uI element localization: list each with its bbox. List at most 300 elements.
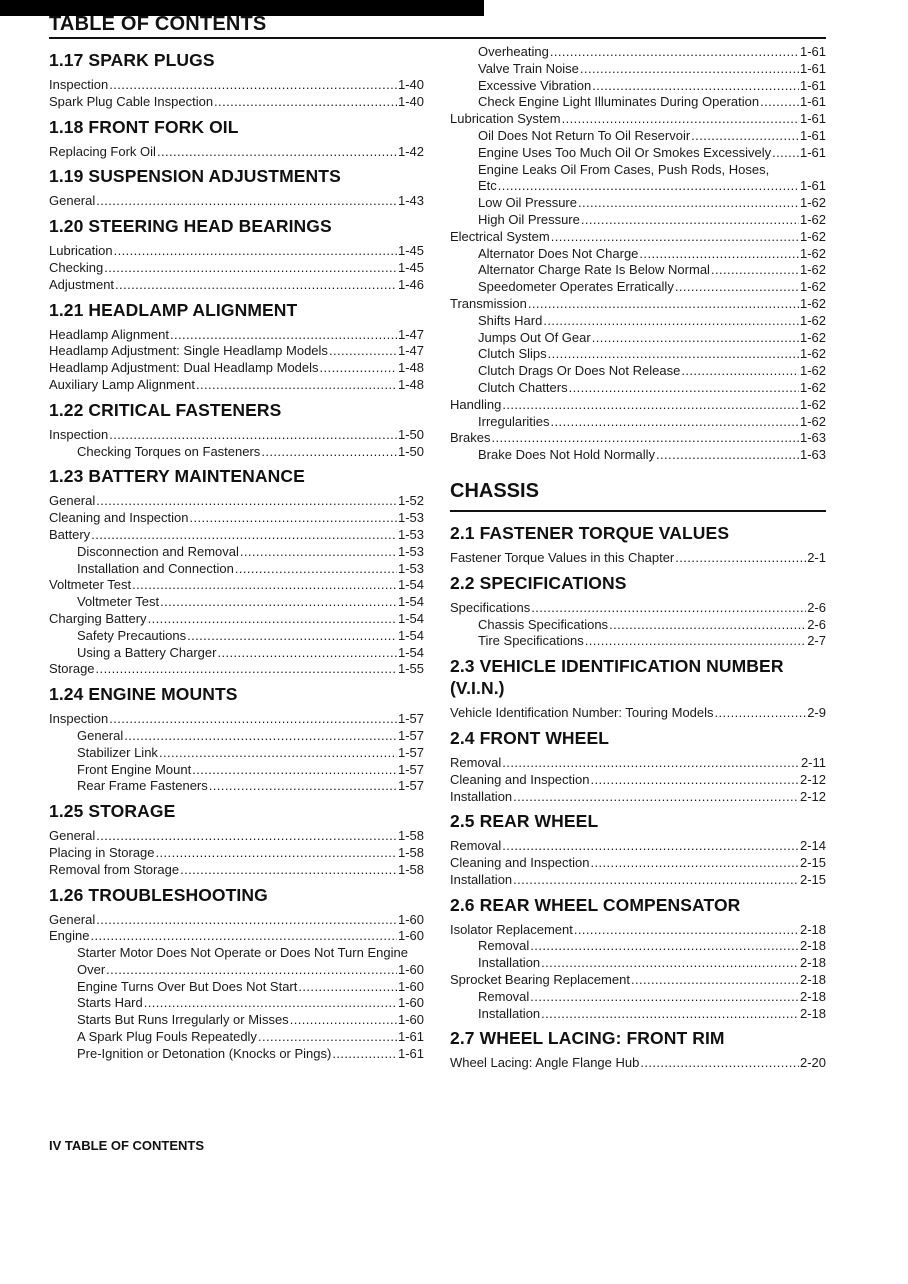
right-column — [450, 44, 826, 1072]
toc-entry-page: 1-60 — [397, 1012, 424, 1028]
toc-entry-label: Auxiliary Lamp Alignment — [49, 376, 195, 392]
dot-leader — [329, 343, 397, 360]
toc-entry-page: 1-60 — [397, 961, 424, 977]
toc-entry[interactable] — [450, 279, 826, 296]
toc-entry[interactable] — [450, 955, 826, 972]
toc-entry[interactable] — [450, 44, 826, 61]
toc-entry[interactable] — [450, 363, 826, 380]
dot-leader — [109, 77, 397, 94]
dot-leader — [548, 346, 799, 363]
dot-leader — [541, 1006, 799, 1023]
toc-entry[interactable] — [49, 260, 424, 277]
toc-entry[interactable] — [450, 195, 826, 212]
toc-entry-page: 2-18 — [799, 988, 826, 1004]
toc-entry-label: Check Engine Light Illuminates During Operation — [478, 94, 760, 110]
toc-entry[interactable] — [49, 711, 424, 728]
toc-entry[interactable] — [450, 262, 826, 279]
toc-entry-label: Cleaning and Inspection — [450, 771, 590, 787]
toc-entry-label: Starts But Runs Irregularly or Misses — [77, 1012, 289, 1028]
toc-section — [49, 116, 424, 161]
toc-entry[interactable] — [450, 1006, 826, 1023]
dot-leader — [156, 845, 397, 862]
toc-entry-label: Alternator Charge Rate Is Below Normal — [478, 262, 710, 278]
toc-entry[interactable] — [450, 617, 826, 634]
chapter-title: CHASSIS — [450, 479, 539, 502]
toc-entry-label: Installation — [450, 788, 513, 804]
dot-leader — [591, 855, 799, 872]
toc-section — [49, 215, 424, 293]
dot-leader — [502, 755, 800, 772]
dot-leader — [196, 377, 397, 394]
toc-entry-page: 1-62 — [799, 363, 826, 379]
dot-leader — [675, 279, 799, 296]
dot-leader — [240, 544, 397, 561]
toc-section — [49, 299, 424, 394]
toc-entry[interactable] — [49, 493, 424, 510]
toc-entry-label: Cleaning and Inspection — [49, 510, 189, 526]
toc-entry[interactable] — [450, 972, 826, 989]
toc-entry-label: Installation — [450, 871, 513, 887]
chapter-rule — [450, 510, 826, 512]
toc-entry-label: Oil Does Not Return To Oil Reservoir — [478, 127, 691, 143]
toc-entry[interactable] — [450, 755, 826, 772]
toc-entry[interactable] — [450, 789, 826, 806]
toc-entry-label: Installation — [478, 1005, 541, 1021]
toc-entry[interactable] — [49, 828, 424, 845]
toc-entry-label: Inspection — [49, 426, 109, 442]
toc-entry-label: Shifts Hard — [478, 312, 543, 328]
toc-entry-label: Voltmeter Test — [77, 594, 160, 610]
toc-section — [450, 894, 826, 1023]
toc-entry-page: 2-18 — [799, 955, 826, 971]
section-title[interactable]: 1.22 CRITICAL FASTENERS — [49, 399, 282, 420]
section-title[interactable]: 2.4 FRONT WHEEL — [450, 727, 610, 748]
dot-leader — [491, 430, 799, 447]
dot-leader — [551, 229, 799, 246]
dot-leader — [656, 447, 799, 464]
dot-leader — [104, 260, 397, 277]
dot-leader — [711, 262, 799, 279]
dot-leader — [190, 510, 397, 527]
toc-entry-page: 1-47 — [397, 343, 424, 359]
toc-entry[interactable] — [49, 628, 424, 645]
toc-entry-label: Disconnection and Removal — [77, 543, 239, 559]
toc-entry-page: 1-61 — [799, 60, 826, 76]
dot-leader — [631, 972, 799, 989]
dot-leader — [298, 979, 397, 996]
dot-leader — [144, 995, 397, 1012]
toc-entry-page: 2-15 — [799, 871, 826, 887]
toc-section — [49, 683, 424, 795]
toc-entry-label: Over — [77, 961, 106, 977]
toc-entry[interactable] — [450, 550, 826, 567]
toc-entry[interactable] — [49, 862, 424, 879]
toc-entry-page: 1-54 — [397, 644, 424, 660]
toc-entry-page: 1-40 — [397, 77, 424, 92]
dot-leader — [498, 178, 799, 195]
toc-entry[interactable] — [450, 430, 826, 447]
toc-entry-label: Lubrication System — [450, 111, 561, 127]
toc-entry[interactable] — [49, 427, 424, 444]
dot-leader — [187, 628, 397, 645]
dot-leader — [124, 728, 397, 745]
toc-entry[interactable] — [450, 78, 826, 95]
toc-entry[interactable] — [450, 380, 826, 397]
toc-entry-label: Clutch Drags Or Does Not Release — [478, 363, 681, 379]
dot-leader — [591, 772, 799, 789]
toc-entry-page: 1-48 — [397, 360, 424, 376]
toc-entry-page: 1-62 — [799, 228, 826, 244]
toc-entry[interactable] — [450, 872, 826, 889]
section-title[interactable]: 1.21 HEADLAMP ALIGNMENT — [49, 299, 298, 320]
toc-entry-page: 1-62 — [799, 195, 826, 211]
toc-entry-label: Excessive Vibration — [478, 77, 592, 93]
toc-entry[interactable] — [49, 577, 424, 594]
dot-leader — [609, 617, 806, 634]
toc-entry-label: Lubrication — [49, 243, 113, 259]
toc-entry[interactable] — [450, 246, 826, 263]
toc-entry-label: Valve Train Noise — [478, 60, 579, 76]
section-title[interactable]: 2.6 REAR WHEEL COMPENSATOR — [450, 894, 741, 915]
toc-entry-page: 1-63 — [799, 447, 826, 463]
toc-entry[interactable] — [450, 128, 826, 145]
toc-section — [49, 465, 424, 678]
toc-entry-page: 1-62 — [799, 329, 826, 345]
section-title[interactable]: 1.26 TROUBLESHOOTING — [49, 884, 268, 905]
left-column — [49, 44, 424, 1063]
toc-entry-page: 1-54 — [397, 627, 424, 643]
toc-entry-label: Vehicle Identification Number: Touring Models — [450, 705, 714, 721]
dot-leader — [148, 611, 397, 628]
toc-entry[interactable] — [450, 922, 826, 939]
toc-entry[interactable] — [450, 938, 826, 955]
toc-section — [450, 810, 826, 888]
toc-entry[interactable] — [450, 447, 826, 464]
dot-leader — [235, 561, 397, 578]
toc-entry[interactable] — [49, 77, 424, 94]
toc-entry[interactable] — [450, 178, 826, 195]
toc-entry[interactable] — [49, 912, 424, 929]
dot-leader — [160, 594, 397, 611]
toc-entry-page: 2-7 — [807, 633, 826, 649]
toc-entry[interactable] — [450, 111, 826, 128]
section-title[interactable]: 1.19 SUSPENSION ADJUSTMENTS — [49, 166, 341, 187]
toc-entry-page: 1-62 — [799, 295, 826, 311]
toc-entry[interactable] — [49, 661, 424, 678]
toc-entry-label: Voltmeter Test — [49, 577, 132, 593]
toc-entry-page: 1-61 — [799, 44, 826, 59]
toc-entry-label: General — [49, 828, 96, 844]
toc-entry[interactable] — [49, 645, 424, 662]
toc-entry-page: 1-40 — [397, 93, 424, 109]
dot-leader — [115, 277, 397, 294]
toc-entry-page: 1-61 — [397, 1045, 424, 1061]
toc-section — [450, 727, 826, 805]
toc-entry-page: 1-61 — [799, 94, 826, 110]
dot-leader — [502, 397, 799, 414]
dot-leader — [209, 778, 397, 795]
toc-entry[interactable] — [49, 94, 424, 111]
toc-entry-label: Handling — [450, 396, 502, 412]
toc-entry-label: Wheel Lacing: Angle Flange Hub — [450, 1055, 640, 1071]
toc-entry-label: Removal — [478, 938, 530, 954]
toc-entry-page: 2-12 — [799, 771, 826, 787]
toc-entry-label: Engine Uses Too Much Oil Or Smokes Excessively — [478, 144, 772, 160]
section-title[interactable]: 2.5 REAR WHEEL — [450, 811, 599, 832]
toc-entry[interactable] — [49, 845, 424, 862]
toc-entry-label: Front Engine Mount — [77, 761, 192, 777]
dot-leader — [772, 145, 799, 162]
toc-entry-label: Starter Motor Does Not Operate or Does Not Turn Engine — [77, 945, 408, 961]
toc-entry-label: Jumps Out Of Gear — [478, 329, 591, 345]
toc-entry-label: Isolator Replacement — [450, 921, 573, 937]
page-footer: IV TABLE OF CONTENTS — [49, 1138, 205, 1153]
dot-leader — [170, 327, 397, 344]
toc-entry-page: 1-55 — [397, 661, 424, 677]
toc-entry[interactable] — [450, 705, 826, 722]
dot-leader — [592, 78, 799, 95]
toc-entry-page: 1-61 — [799, 77, 826, 93]
toc-entry[interactable] — [450, 855, 826, 872]
toc-entry[interactable] — [450, 989, 826, 1006]
toc-entry-page: 1-46 — [397, 276, 424, 292]
toc-entry-label: Using a Battery Charger — [77, 644, 217, 660]
section-title[interactable]: 1.18 FRONT FORK OIL — [49, 116, 239, 137]
toc-entry-label: Speedometer Operates Erratically — [478, 279, 674, 295]
dot-leader — [132, 577, 397, 594]
toc-entry-page: 1-43 — [397, 193, 424, 209]
toc-entry-page: 2-18 — [799, 1005, 826, 1021]
toc-entry-label: High Oil Pressure — [478, 211, 580, 227]
toc-entry-page: 1-50 — [397, 426, 424, 442]
dot-leader — [760, 94, 799, 111]
toc-entry[interactable] — [49, 995, 424, 1012]
toc-entry[interactable] — [49, 728, 424, 745]
toc-entry-page: 1-60 — [397, 911, 424, 927]
toc-entry-page: 1-61 — [799, 127, 826, 143]
section-title[interactable]: 2.2 SPECIFICATIONS — [450, 572, 627, 593]
dot-leader — [180, 862, 397, 879]
toc-entry-label: Brakes — [450, 430, 491, 446]
dot-leader — [159, 745, 397, 762]
toc-entry[interactable] — [49, 962, 424, 979]
toc-entry-page: 1-62 — [799, 346, 826, 362]
toc-entry-page: 1-57 — [397, 711, 424, 727]
toc-entry-label: Inspection — [49, 711, 109, 727]
toc-entry-page: 1-60 — [397, 995, 424, 1011]
section-title[interactable]: 1.25 STORAGE — [49, 801, 176, 822]
toc-entry-label: Brake Does Not Hold Normally — [478, 447, 656, 463]
dot-leader — [528, 296, 799, 313]
toc-entry-label: Etc — [478, 178, 497, 194]
dot-leader — [332, 1046, 397, 1063]
toc-entry-page: 2-9 — [807, 705, 826, 721]
toc-entry[interactable] — [49, 1029, 424, 1046]
toc-entry-page: 1-53 — [397, 526, 424, 542]
dot-leader — [261, 444, 397, 461]
toc-entry[interactable] — [450, 633, 826, 650]
toc-entry-page: 1-63 — [799, 430, 826, 446]
toc-entry-label: Stabilizer Link — [77, 744, 158, 760]
dot-leader — [96, 912, 397, 929]
dot-leader — [574, 922, 799, 939]
dot-leader — [569, 380, 799, 397]
toc-entry-page: 1-54 — [397, 577, 424, 593]
toc-entry[interactable] — [49, 561, 424, 578]
dot-leader — [585, 633, 806, 650]
dot-leader — [109, 711, 397, 728]
toc-entry[interactable] — [49, 1012, 424, 1029]
toc-entry-page: 1-45 — [397, 259, 424, 275]
toc-entry[interactable] — [49, 444, 424, 461]
toc-entry-label: Spark Plug Cable Inspection — [49, 93, 214, 109]
toc-entry-label: Checking Torques on Fasteners — [77, 443, 261, 459]
dot-leader — [581, 212, 799, 229]
toc-entry-page: 2-18 — [799, 921, 826, 937]
dot-leader — [502, 838, 799, 855]
toc-entry-label: Chassis Specifications — [478, 616, 609, 632]
toc-entry[interactable] — [49, 611, 424, 628]
dot-leader — [530, 989, 799, 1006]
dot-leader — [639, 246, 799, 263]
toc-entry-label: General — [49, 911, 96, 927]
toc-entry[interactable] — [49, 945, 424, 962]
toc-entry[interactable] — [49, 928, 424, 945]
section-title[interactable]: 2.3 VEHICLE IDENTIFICATION NUMBER (V.I.N.) — [450, 656, 784, 699]
toc-entry-label: Low Oil Pressure — [478, 195, 577, 211]
toc-entry[interactable] — [450, 772, 826, 789]
toc-entry[interactable] — [49, 360, 424, 377]
toc-entry-label: Installation and Connection — [77, 560, 234, 576]
toc-entry[interactable] — [49, 193, 424, 210]
toc-section — [450, 1027, 826, 1072]
dot-leader — [90, 928, 396, 945]
dot-leader — [691, 128, 799, 145]
toc-entry[interactable] — [49, 144, 424, 161]
toc-entry[interactable] — [49, 277, 424, 294]
toc-entry[interactable] — [450, 346, 826, 363]
toc-entry[interactable] — [49, 510, 424, 527]
toc-entry[interactable] — [49, 527, 424, 544]
page-header: TABLE OF CONTENTS — [49, 13, 267, 35]
toc-entry[interactable] — [450, 229, 826, 246]
toc-entry-label: Clutch Slips — [478, 346, 547, 362]
toc-entry[interactable] — [450, 330, 826, 347]
toc-entry-page: 1-57 — [397, 761, 424, 777]
toc-entry-label: Headlamp Alignment — [49, 326, 169, 342]
section-title[interactable]: 1.17 SPARK PLUGS — [49, 50, 215, 70]
section-title[interactable]: 2.7 WHEEL LACING: FRONT RIM — [450, 1028, 725, 1049]
toc-entry[interactable] — [49, 243, 424, 260]
toc-entry-label: Removal from Storage — [49, 861, 180, 877]
toc-section — [49, 49, 424, 111]
dot-leader — [320, 360, 397, 377]
toc-entry-label: Irregularities — [478, 413, 550, 429]
dot-leader — [96, 193, 397, 210]
toc-entry[interactable] — [450, 313, 826, 330]
toc-entry[interactable] — [450, 838, 826, 855]
toc-entry[interactable] — [450, 600, 826, 617]
toc-entry-page: 1-47 — [397, 326, 424, 342]
toc-entry-page: 1-53 — [397, 543, 424, 559]
toc-entry-page: 1-62 — [799, 312, 826, 328]
section-title[interactable]: 1.23 BATTERY MAINTENANCE — [49, 466, 305, 487]
toc-entry[interactable] — [49, 377, 424, 394]
toc-entry-page: 1-62 — [799, 262, 826, 278]
dot-leader — [258, 1029, 397, 1046]
toc-entry-label: Overheating — [478, 44, 549, 59]
toc-entry[interactable] — [49, 745, 424, 762]
dot-leader — [114, 243, 397, 260]
dot-leader — [157, 144, 397, 161]
toc-entry[interactable] — [49, 762, 424, 779]
toc-entry[interactable] — [450, 162, 826, 179]
toc-entry[interactable] — [450, 397, 826, 414]
toc-entry-page: 1-50 — [397, 443, 424, 459]
toc-entry-page: 1-62 — [799, 379, 826, 395]
dot-leader — [513, 789, 799, 806]
dot-leader — [531, 600, 806, 617]
toc-entry-label: Pre-Ignition or Detonation (Knocks or Pings) — [77, 1045, 332, 1061]
dot-leader — [96, 493, 397, 510]
toc-entry-label: Storage — [49, 661, 95, 677]
toc-entry-label: Fastener Torque Values in this Chapter — [450, 549, 675, 565]
toc-entry[interactable] — [49, 343, 424, 360]
dot-leader — [580, 61, 799, 78]
toc-entry[interactable] — [450, 414, 826, 431]
toc-entry-label: Removal — [450, 838, 502, 854]
toc-entry-page: 1-53 — [397, 560, 424, 576]
dot-leader — [106, 962, 397, 979]
toc-entry[interactable] — [49, 594, 424, 611]
dot-leader — [513, 872, 799, 889]
toc-entry[interactable] — [450, 1055, 826, 1072]
toc-entry-label: Adjustment — [49, 276, 115, 292]
dot-leader — [530, 938, 799, 955]
toc-entry-page: 1-60 — [397, 928, 424, 944]
dot-leader — [96, 828, 397, 845]
toc-entry-label: Cleaning and Inspection — [450, 855, 590, 871]
dot-leader — [562, 111, 799, 128]
toc-entry[interactable] — [49, 979, 424, 996]
section-title[interactable]: 1.20 STEERING HEAD BEARINGS — [49, 216, 332, 237]
toc-entry-page: 1-54 — [397, 594, 424, 610]
toc-entry-label: Sprocket Bearing Replacement — [450, 972, 630, 988]
toc-entry[interactable] — [49, 544, 424, 561]
toc-entry[interactable] — [450, 145, 826, 162]
toc-entry[interactable] — [49, 327, 424, 344]
toc-entry-page: 2-6 — [807, 616, 826, 632]
toc-entry-page: 2-14 — [799, 838, 826, 854]
section-title[interactable]: 2.1 FASTENER TORQUE VALUES — [450, 522, 730, 543]
toc-entry-page: 1-61 — [799, 178, 826, 194]
section-title[interactable]: 1.24 ENGINE MOUNTS — [49, 684, 238, 705]
toc-entry[interactable] — [450, 61, 826, 78]
toc-entry-label: A Spark Plug Fouls Repeatedly — [77, 1029, 257, 1045]
toc-entry-page: 2-11 — [800, 754, 826, 770]
toc-entry[interactable] — [49, 778, 424, 795]
dot-leader — [681, 363, 799, 380]
toc-entry-page: 2-18 — [799, 972, 826, 988]
toc-entry[interactable] — [450, 212, 826, 229]
toc-entry-label: Clutch Chatters — [478, 379, 568, 395]
toc-entry[interactable] — [450, 296, 826, 313]
toc-entry[interactable] — [49, 1046, 424, 1063]
toc-entry-label: Headlamp Adjustment: Single Headlamp Models — [49, 343, 328, 359]
dot-leader — [192, 762, 397, 779]
chassis-sections — [450, 522, 826, 1072]
toc-entry[interactable] — [450, 94, 826, 111]
